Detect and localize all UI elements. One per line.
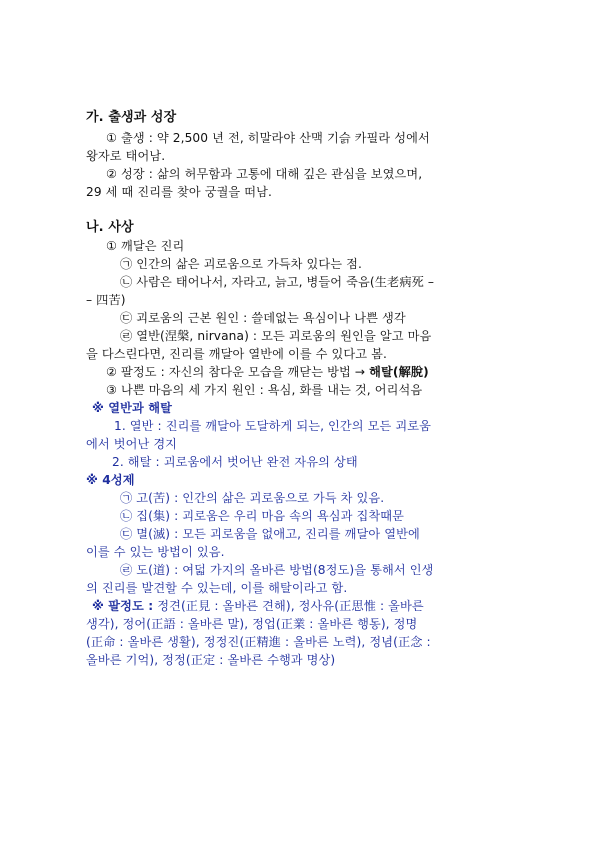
ga-item2-line2: 29 세 때 진리를 찾아 궁궐을 떠남. [86, 185, 273, 199]
eightfold-title: ※ 팔정도 : [92, 599, 154, 613]
section-ga-heading: 가. 출생과 성장 [86, 110, 177, 125]
na-point1-b-line2: – 四苦) [86, 293, 126, 307]
na-point3: ③ 나쁜 마음의 세 가지 원인 : 욕심, 화를 내는 것, 어리석음 [106, 383, 423, 397]
na-point1-d-line2: 을 다스린다면, 진리를 깨달아 열반에 이를 수 있다고 봄. [86, 347, 387, 361]
nirvana-item1-line2: 에서 벗어난 경지 [86, 437, 178, 451]
eightfold-line4: 올바른 기억), 정정(正定 : 올바른 수행과 명상) [86, 653, 336, 667]
nirvana-box-title: ※ 열반과 해탈 [92, 401, 172, 415]
nirvana-item2: 2. 해탈 : 괴로움에서 벗어난 완전 자유의 상태 [112, 455, 358, 469]
four-truths-3-line1: ㉢ 멸(滅) : 모든 괴로움을 없애고, 진리를 깨달아 열반에 [120, 527, 420, 541]
four-truths-2: ㉡ 집(集) : 괴로움은 우리 마음 속의 욕심과 집착때문 [120, 509, 404, 523]
na-point2-text: ② 팔정도 : 자신의 참다운 모습을 깨닫는 방법 → [106, 365, 370, 379]
four-truths-title: ※ 4성제 [86, 473, 135, 487]
na-point2 [106, 364, 429, 380]
section-na-heading: 나. 사상 [86, 220, 134, 235]
eightfold-line3: (正命 : 올바른 생활), 정정진(正精進 : 올바른 노력), 정념(正念 : [86, 635, 431, 649]
four-truths-3-line2: 이를 수 있는 방법이 있음. [86, 545, 225, 559]
na-point1: ① 깨달은 진리 [106, 239, 185, 253]
na-point2-bold: 해탈(解脫) [369, 365, 429, 379]
ga-item2-line1: ② 성장 : 삶의 허무함과 고통에 대해 깊은 관심을 보였으며, [106, 167, 423, 181]
eightfold-line1-text: 정견(正見 : 올바른 견해), 정사유(正思惟 : 올바른 [153, 599, 424, 613]
nirvana-item1-line1: 1. 열반 : 진리를 깨달아 도달하게 되는, 인간의 모든 괴로움 [114, 419, 431, 433]
eightfold-line2: 생각), 정어(正語 : 올바른 말), 정업(正業 : 올바른 행동), 정명 [86, 617, 418, 631]
four-truths-1: ㉠ 고(苦) : 인간의 삶은 괴로움으로 가득 차 있음. [120, 491, 385, 505]
na-point1-c: ㉢ 괴로움의 근본 원인 : 쓸데없는 욕심이나 나쁜 생각 [120, 311, 406, 325]
na-point1-a: ㉠ 인간의 삶은 괴로움으로 가득차 있다는 점. [120, 257, 362, 271]
four-truths-4-line2: 의 진리를 발견할 수 있는데, 이를 해탈이라고 함. [86, 581, 348, 595]
na-point1-d-line1: ㉣ 열반(涅槃, nirvana) : 모든 괴로움의 원인을 알고 마음 [120, 329, 432, 343]
four-truths-4-line1: ㉣ 도(道) : 여덟 가지의 올바른 방법(8정도)을 통해서 인생 [120, 563, 434, 577]
ga-item1-line1: ① 출생 : 약 2,500 년 전, 히말라야 산맥 기슭 카필라 성에서 [106, 131, 430, 145]
eightfold-line1 [92, 598, 424, 614]
ga-item1-line2: 왕자로 태어남. [86, 149, 166, 163]
na-point1-b-line1: ㉡ 사람은 태어나서, 자라고, 늙고, 병들어 죽음(生老病死 – [120, 275, 435, 289]
